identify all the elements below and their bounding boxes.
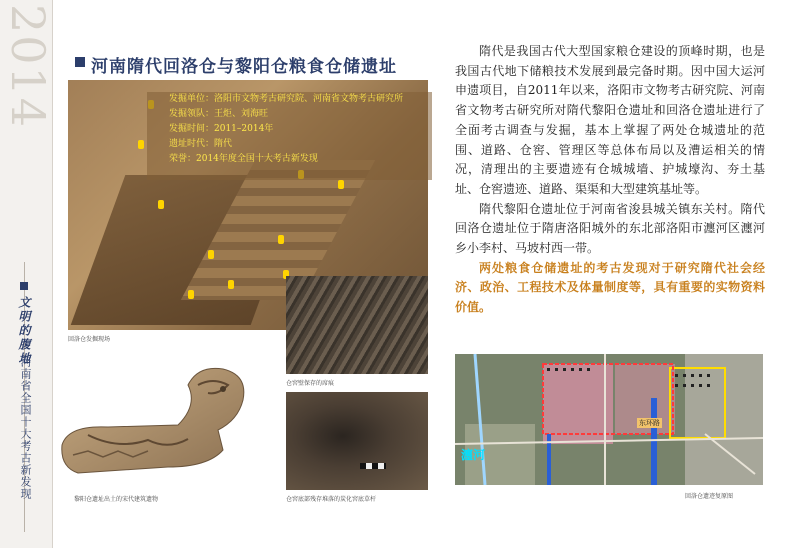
wall-mat-photo xyxy=(286,276,428,374)
series-subtitle: 河南省全国十大考古新发现 xyxy=(19,356,32,500)
worker-figure xyxy=(338,180,344,189)
road-label: 东环路 xyxy=(639,419,660,427)
info-era: 遗址时代：隋代 xyxy=(169,139,233,149)
info-time: 发掘时间：2011–2014年 xyxy=(169,124,274,134)
burn-photo-caption: 仓窖底部残存堆落的炭化窖底草杆 xyxy=(286,496,377,503)
year-watermark: 2014 xyxy=(1,4,55,130)
river-label: 瀍河 xyxy=(461,448,486,462)
main-photo-caption: 回洛仓发掘现场 xyxy=(68,336,111,343)
sidebar-marker xyxy=(20,282,28,290)
worker-figure xyxy=(158,200,164,209)
dragon-ridge-artifact xyxy=(48,355,268,490)
info-unit: 发掘单位：洛阳市文物考古研究院、河南省文物考古研究所 xyxy=(169,94,404,104)
worker-figure xyxy=(278,235,284,244)
info-leader: 发掘领队：王炬、刘海旺 xyxy=(169,109,269,119)
worker-figure xyxy=(228,280,234,289)
info-honor: 荣誉：2014年度全国十大考古新发现 xyxy=(169,154,318,164)
article-title-bar xyxy=(75,50,430,76)
title-marker xyxy=(75,57,85,67)
article-body xyxy=(455,42,765,318)
map-caption: 回洛仓遗迹复原图 xyxy=(685,493,734,500)
paragraph: 隋代是我国古代大型国家粮仓建设的顶峰时期，也是我国古代地下储粮技术发展到最完备时期。因中国大运河申遗项目，自2011年以来，洛阳市文物考古研究院、河南省文物考古研究所对隋代黎阳仓遗址和回洛仓遗址进行了全面考古调查与发掘，基本上掌握了两处仓城遗址的范围、道路、仓窖、管理区等总体布局以及漕运相关的情况，清理出的主要遗迹有仓城城墙、护城壕沟、夯土基址、仓窖遗迹、道路、渠渠和大型建筑基址等。 xyxy=(455,44,765,196)
paragraph: 隋代黎阳仓遗址位于河南省浚县城关镇东关村。隋代回洛仓遗址位于隋唐洛阳城外的东北部洛阳市瀍河区瀍河乡小李村、马坡村西一带。 xyxy=(455,201,765,256)
wall-photo-caption: 仓窖壁保存的席痕 xyxy=(286,380,335,387)
sidebar xyxy=(0,0,53,548)
map-graphic xyxy=(455,354,763,485)
site-map xyxy=(455,354,763,485)
site-info-box xyxy=(147,92,432,180)
article-title: 河南隋代回洛仓与黎阳仓粮食仓储遗址 xyxy=(91,57,397,77)
worker-figure xyxy=(188,290,194,299)
series-title: 文明的腹地 xyxy=(17,296,31,366)
artifact-caption: 黎阳仓遗址出土的宋代建筑遗物 xyxy=(74,496,159,503)
carbonized-straw-photo xyxy=(286,392,428,490)
worker-figure xyxy=(138,140,144,149)
scale-bar xyxy=(360,463,386,469)
highlight-paragraph: 两处粮食仓储遗址的考古发现对于研究隋代社会经济、政治、工程技术及体量制度等，具有重要的实物资料价值。 xyxy=(455,260,765,315)
worker-figure xyxy=(208,250,214,259)
